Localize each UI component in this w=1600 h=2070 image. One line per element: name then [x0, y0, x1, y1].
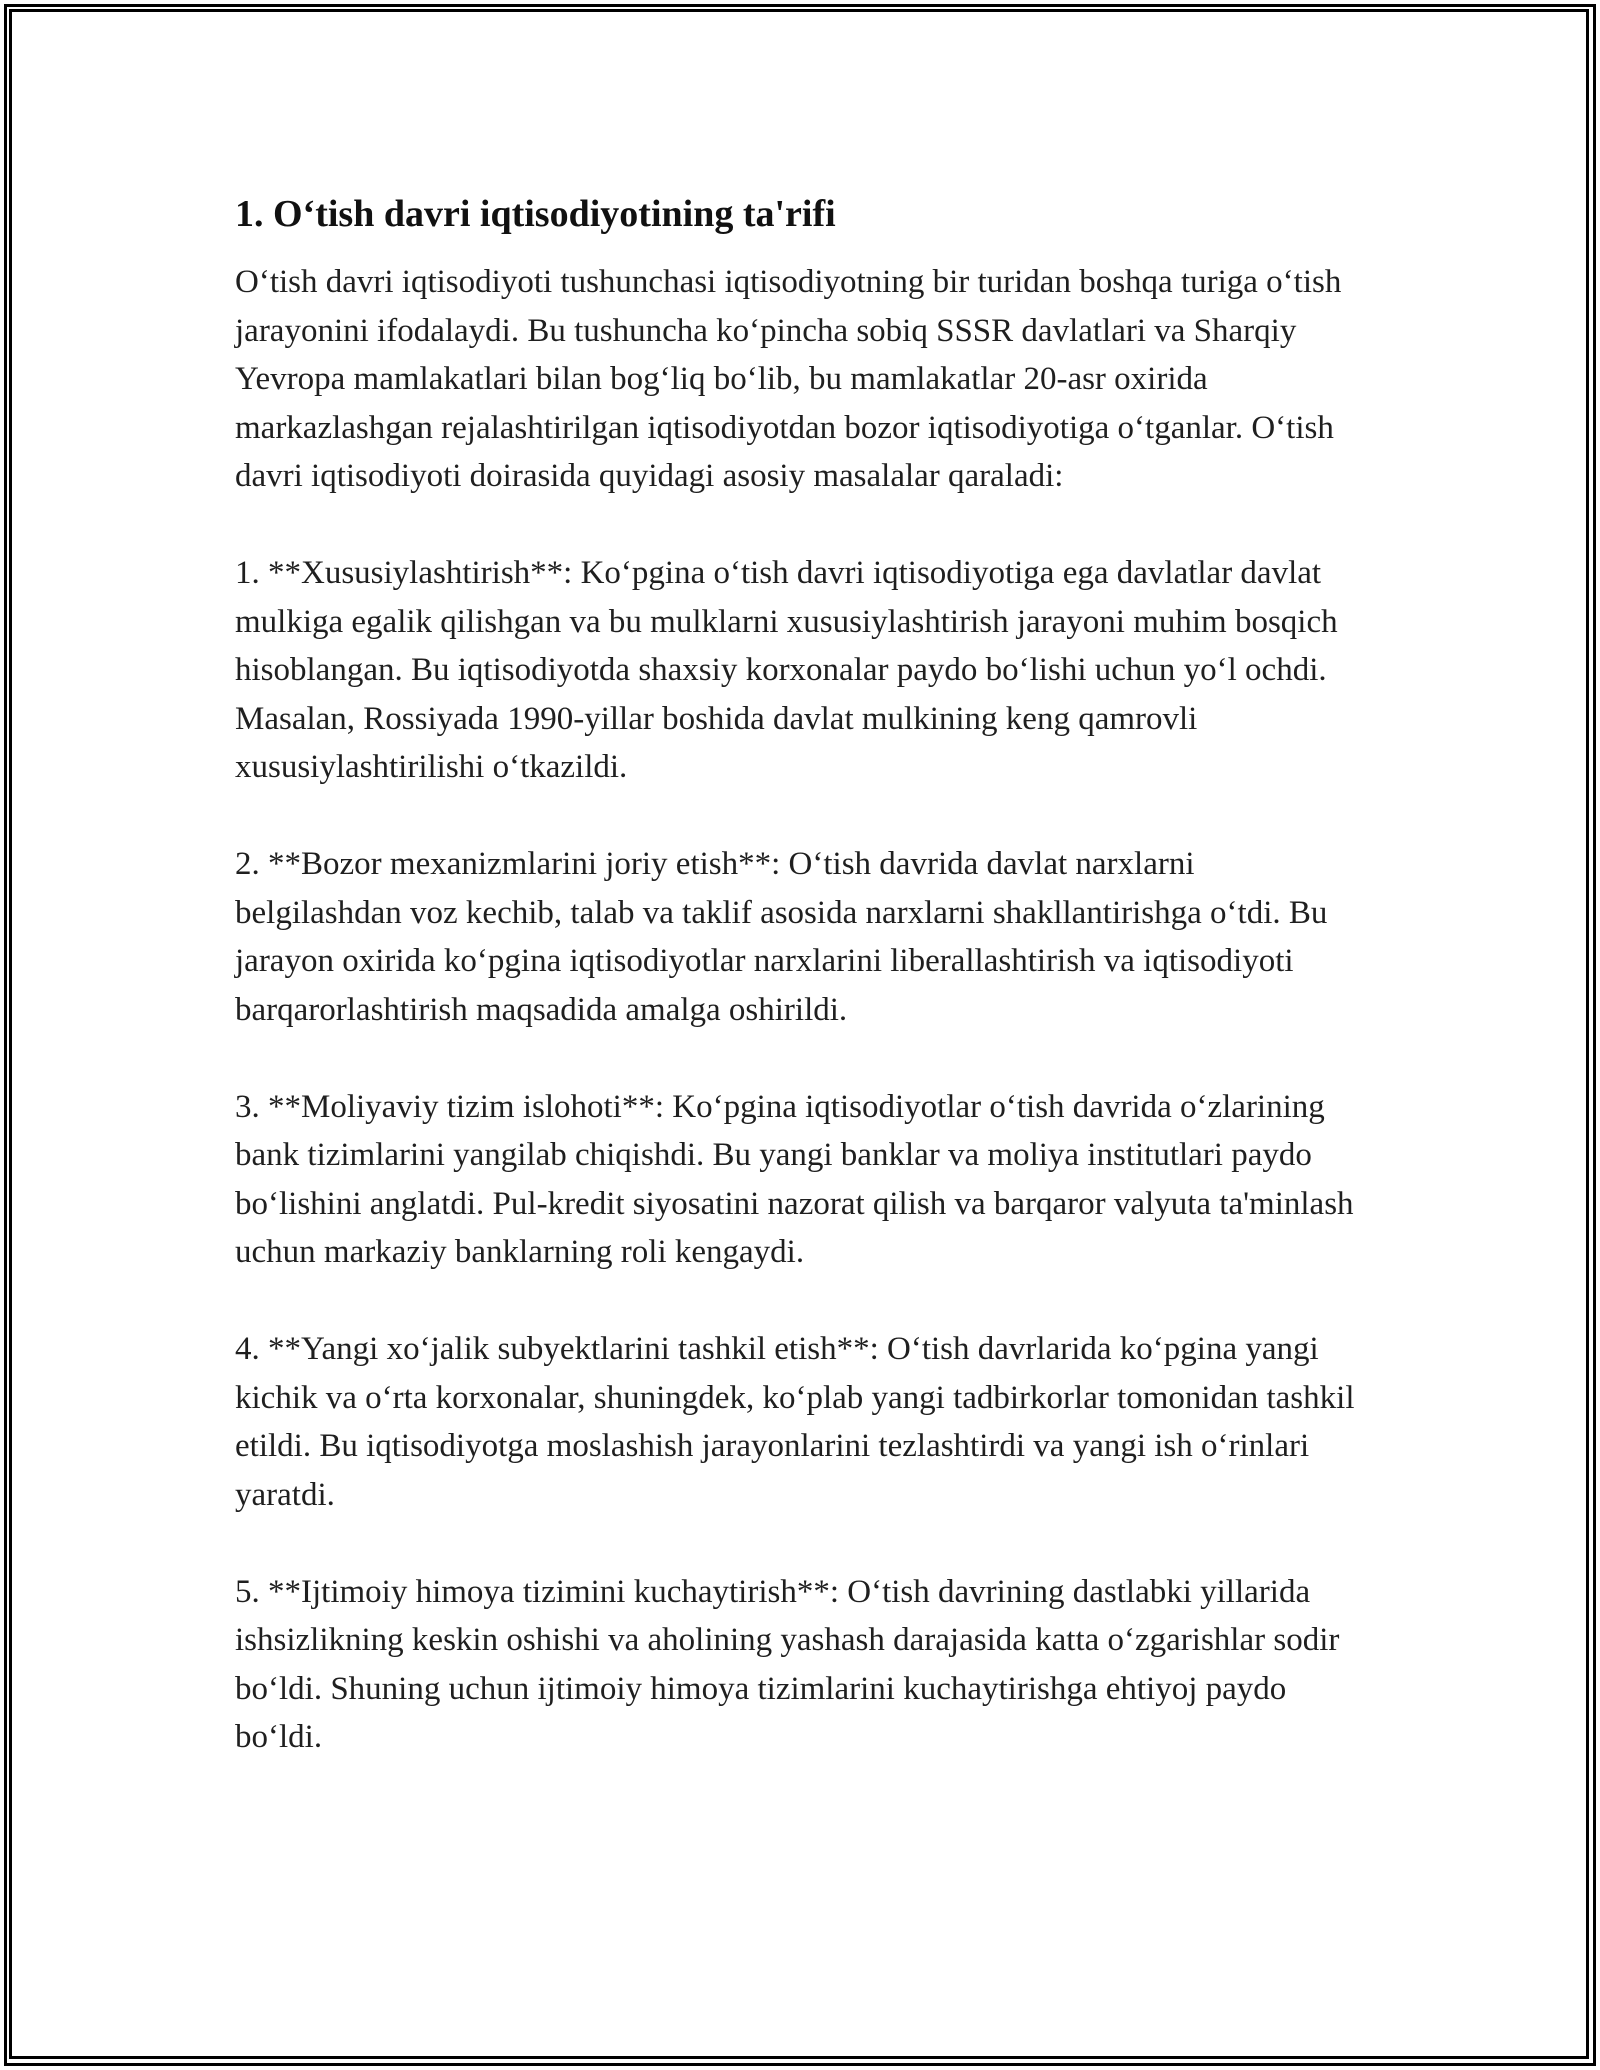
list-item-privatization: 1. **Xususiylashtirish**: Ko‘pgina o‘tish davri iqtisodiyotiga ega davlatlar davlat mulkiga egalik qilishgan va bu mulklarni xususiylashtirish jarayoni muhim bosqich hisoblangan. Bu iqtisodiyotda shaxsiy korxonalar paydo bo‘lishi uchun yo‘l ochdi. Masalan, Rossiyada 1990-yillar boshida davlat mulkining keng qamrovli xususiylashtirilishi o‘tkazildi.	[235, 555, 1338, 785]
list-item-market-mechanisms: 2. **Bozor mexanizmlarini joriy etish**: O‘tish davrida davlat narxlarni belgilashdan voz kechib, talab va taklif asosida narxlarni shakllantirishga o‘tdi. Bu jarayon oxirida ko‘pgina iqtisodiyotlar narxlarini liberallashtirish va iqtisodiyoti barqarorlashtirish maqsadida amalga oshirildi.	[235, 846, 1328, 1028]
document-title: 1. O‘tish davri iqtisodiyotining ta'rifi	[235, 193, 836, 235]
list-item-social-protection: 5. **Ijtimoiy himoya tizimini kuchaytirish**: O‘tish davrining dastlabki yillarida ishsizlikning keskin oshishi va aholining yashash darajasida katta o‘zgarishlar sodir bo‘ldi. Shuning uchun ijtimoiy himoya tizimlarini kuchaytirishga ehtiyoj paydo bo‘ldi.	[235, 1573, 1340, 1755]
list-item-new-enterprises: 4. **Yangi xo‘jalik subyektlarini tashkil etish**: O‘tish davrlarida ko‘pgina yangi kichik va o‘rta korxonalar, shuningdek, ko‘plab yangi tadbirkorlar tomonidan tashkil etildi. Bu iqtisodiyotga moslashish jarayonlarini tezlashtirdi va yangi ish o‘rinlari yaratdi.	[235, 1331, 1355, 1513]
document-body	[235, 186, 1365, 1810]
intro-paragraph: O‘tish davri iqtisodiyoti tushunchasi iqtisodiyotning bir turidan boshqa turiga o‘tish jarayonini ifodalaydi. Bu tushuncha ko‘pincha sobiq SSSR davlatlari va Sharqiy Yevropa mamlakatlari bilan bog‘liq bo‘lib, bu mamlakatlar 20-asr oxirida markazlashgan rejalashtirilgan iqtisodiyotdan bozor iqtisodiyotiga o‘tganlar. O‘tish davri iqtisodiyoti doirasida quyidagi asosiy masalalar qaraladi:	[235, 264, 1342, 494]
list-item-financial-reform: 3. **Moliyaviy tizim islohoti**: Ko‘pgina iqtisodiyotlar o‘tish davrida o‘zlarining bank tizimlarini yangilab chiqishdi. Bu yangi banklar va moliya institutlari paydo bo‘lishini anglatdi. Pul-kredit siyosatini nazorat qilish va barqaror valyuta ta'minlash uchun markaziy banklarning roli kengaydi.	[235, 1088, 1354, 1270]
